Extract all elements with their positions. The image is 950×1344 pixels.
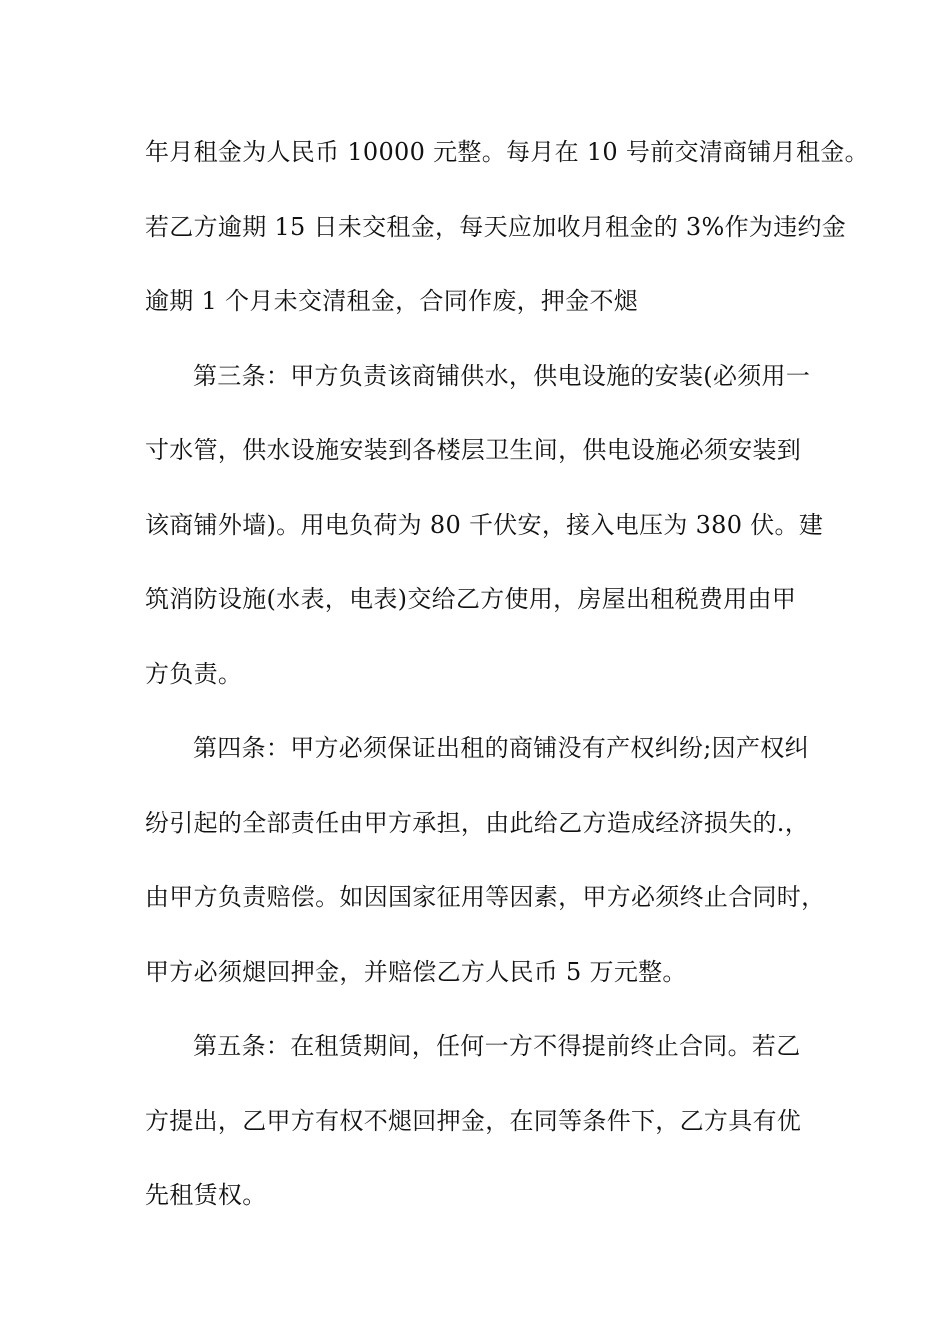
article-4-line-2: 纷引起的全部责任由甲方承担，由此给乙方造成经济损失的.， (145, 809, 810, 837)
text-line-2: 若乙方逾期 15 日未交租金，每天应加收月租金的 3%作为违约金 (145, 213, 847, 241)
article-5-line-3: 先租赁权。 (145, 1181, 267, 1209)
text-line-1: 年月租金为人民币 10000 元整。每月在 10 号前交清商铺月租金。 (145, 138, 869, 166)
article-3-line-1: 第三条：甲方负责该商铺供水，供电设施的安装(必须用一 (193, 362, 811, 390)
article-4-line-3: 由甲方负责赔偿。如因国家征用等因素，甲方必须终止合同时， (145, 883, 826, 911)
article-4-line-1: 第四条：甲方必须保证出租的商铺没有产权纠纷;因产权纠 (193, 734, 809, 762)
article-3-line-3: 该商铺外墙)。用电负荷为 80 千伏安，接入电压为 380 伏。建 (145, 511, 824, 539)
article-3-line-4: 筑消防设施(水表，电表)交给乙方使用，房屋出租税费用由甲 (145, 585, 797, 613)
article-3-line-2: 寸水管，供水设施安装到各楼层卫生间，供电设施必须安装到 (145, 436, 802, 464)
article-5-line-2: 方提出，乙甲方有权不煺回押金，在同等条件下，乙方具有优 (145, 1107, 802, 1135)
text-line-3: 逾期 1 个月未交清租金，合同作废，押金不煺 (145, 287, 639, 315)
article-5-line-1: 第五条：在租赁期间，任何一方不得提前终止合同。若乙 (193, 1032, 801, 1060)
article-4-line-4: 甲方必须煺回押金，并赔偿乙方人民币 5 万元整。 (145, 958, 687, 986)
article-3-line-5: 方负责。 (145, 660, 243, 688)
